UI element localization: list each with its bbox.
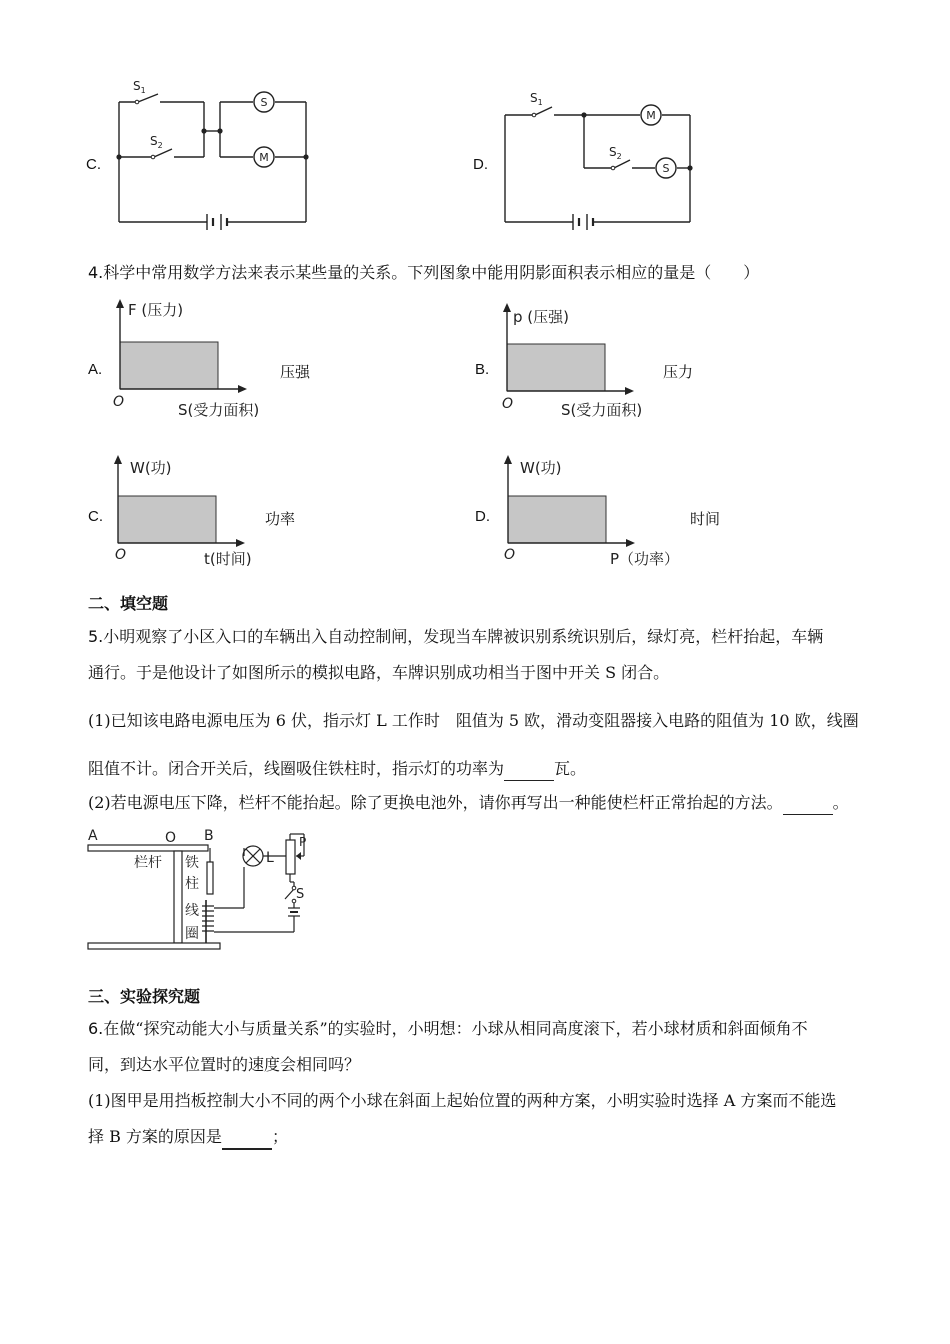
switch-s2-label: $S_2$ xyxy=(609,145,622,161)
origin-label: O xyxy=(502,396,514,412)
coil-label-1: 线 xyxy=(185,903,199,919)
switch-s2-label: $S_2$ xyxy=(150,134,163,150)
point-a-label: A xyxy=(88,828,98,844)
option-b-label: B. xyxy=(475,361,490,378)
question-4-stem: 4.科学中常用数学方法来表示某些量的关系。下列图象中能用阴影面积表示相应的量是（ ） xyxy=(88,263,760,282)
graph-d xyxy=(496,450,696,574)
iron-post-label-1: 铁 xyxy=(185,855,199,871)
lamp-s-label: S xyxy=(662,162,670,175)
answer-blank[interactable] xyxy=(783,792,833,815)
question-6-line-2: 同，到达水平位置时的速度会相同吗？ xyxy=(88,1055,361,1074)
barrier-circuit-diagram xyxy=(84,822,324,960)
motor-m-label: M xyxy=(259,151,269,164)
question-6-line-1: 6.在做“探究动能大小与质量关系”的实验时，小明想：小球从相同高度滚下，若小球材质和斜面倾角不 xyxy=(88,1019,808,1038)
shaded-quantity-d: 时间 xyxy=(690,511,721,528)
switch-s1-label: $S_1$ xyxy=(530,91,543,107)
option-d-label: D. xyxy=(475,508,490,525)
y-axis-label: F (压力) xyxy=(128,301,184,319)
shaded-quantity-b: 压力 xyxy=(663,364,694,381)
x-axis-label: S(受力面积) xyxy=(561,401,643,419)
question-5-part-2: (2)若电源电压下降，栏杆不能抬起。除了更换电池外，请你再写出一种能使栏杆正常抬起的方法。 。 xyxy=(88,792,849,815)
answer-blank[interactable] xyxy=(504,758,554,781)
origin-label: O xyxy=(115,547,127,563)
question-6-part-1-line-1: (1)图甲是用挡板控制大小不同的两个小球在斜面上起始位置的两种方案，小明实验时选择 A 方案而不能选 xyxy=(88,1091,837,1110)
shaded-quantity-a: 压强 xyxy=(280,364,311,381)
option-a-label: A. xyxy=(88,361,103,378)
answer-blank[interactable] xyxy=(222,1126,272,1150)
switch-s1-label: $S_1$ xyxy=(133,79,146,95)
point-o-label: O xyxy=(165,830,177,846)
y-axis-label: W(功) xyxy=(130,459,172,477)
option-d-label: D. xyxy=(473,156,488,173)
origin-label: O xyxy=(504,547,516,563)
section-3-title: 三、实验探究题 xyxy=(88,987,201,1006)
rail-label: 栏杆 xyxy=(134,855,162,871)
circuit-diagram-d xyxy=(490,78,710,238)
lamp-l-label: L xyxy=(266,850,274,866)
y-axis-label: W(功) xyxy=(520,459,562,477)
shaded-quantity-c: 功率 xyxy=(265,511,296,528)
origin-label: O xyxy=(113,394,125,410)
x-axis-label: P（功率） xyxy=(610,550,680,568)
motor-m-label: M xyxy=(646,109,656,122)
section-2-title: 二、填空题 xyxy=(88,594,169,613)
question-5-line-2: 通行。于是他设计了如图所示的模拟电路，车牌识别成功相当于图中开关 S 闭合。 xyxy=(88,663,670,682)
coil-label-2: 圈 xyxy=(185,926,199,942)
question-5-line-1: 5.小明观察了小区入口的车辆出入自动控制闸，发现当车牌被识别系统识别后，绿灯亮，栏杆抬起，车辆 xyxy=(88,627,824,646)
switch-s-label: S xyxy=(296,887,305,902)
question-5-part-1-line-2: 阻值不计。闭合开关后，线圈吸住铁柱时，指示灯的功率为 瓦。 xyxy=(88,758,586,781)
iron-post-label-2: 柱 xyxy=(185,876,199,892)
x-axis-label: S(受力面积) xyxy=(178,401,260,419)
graph-a xyxy=(108,296,311,422)
question-5-part-1-line-1: (1)已知该电路电源电压为 6 伏，指示灯 L 工作时 阻值为 5 欧，滑动变阻器接入电路的阻值为 10 欧，线圈 xyxy=(88,711,859,730)
point-b-label: B xyxy=(204,828,214,844)
option-c-label: C. xyxy=(88,508,103,525)
circuit-diagram-c xyxy=(100,78,330,238)
lamp-s-label: S xyxy=(260,96,268,109)
option-c-label: C. xyxy=(86,156,101,173)
question-6-part-1-line-2: 择 B 方案的原因是 ； xyxy=(88,1126,288,1150)
rheostat-p-label: P xyxy=(299,835,307,849)
x-axis-label: t(时间) xyxy=(204,550,252,568)
y-axis-label: p (压强) xyxy=(513,308,569,326)
